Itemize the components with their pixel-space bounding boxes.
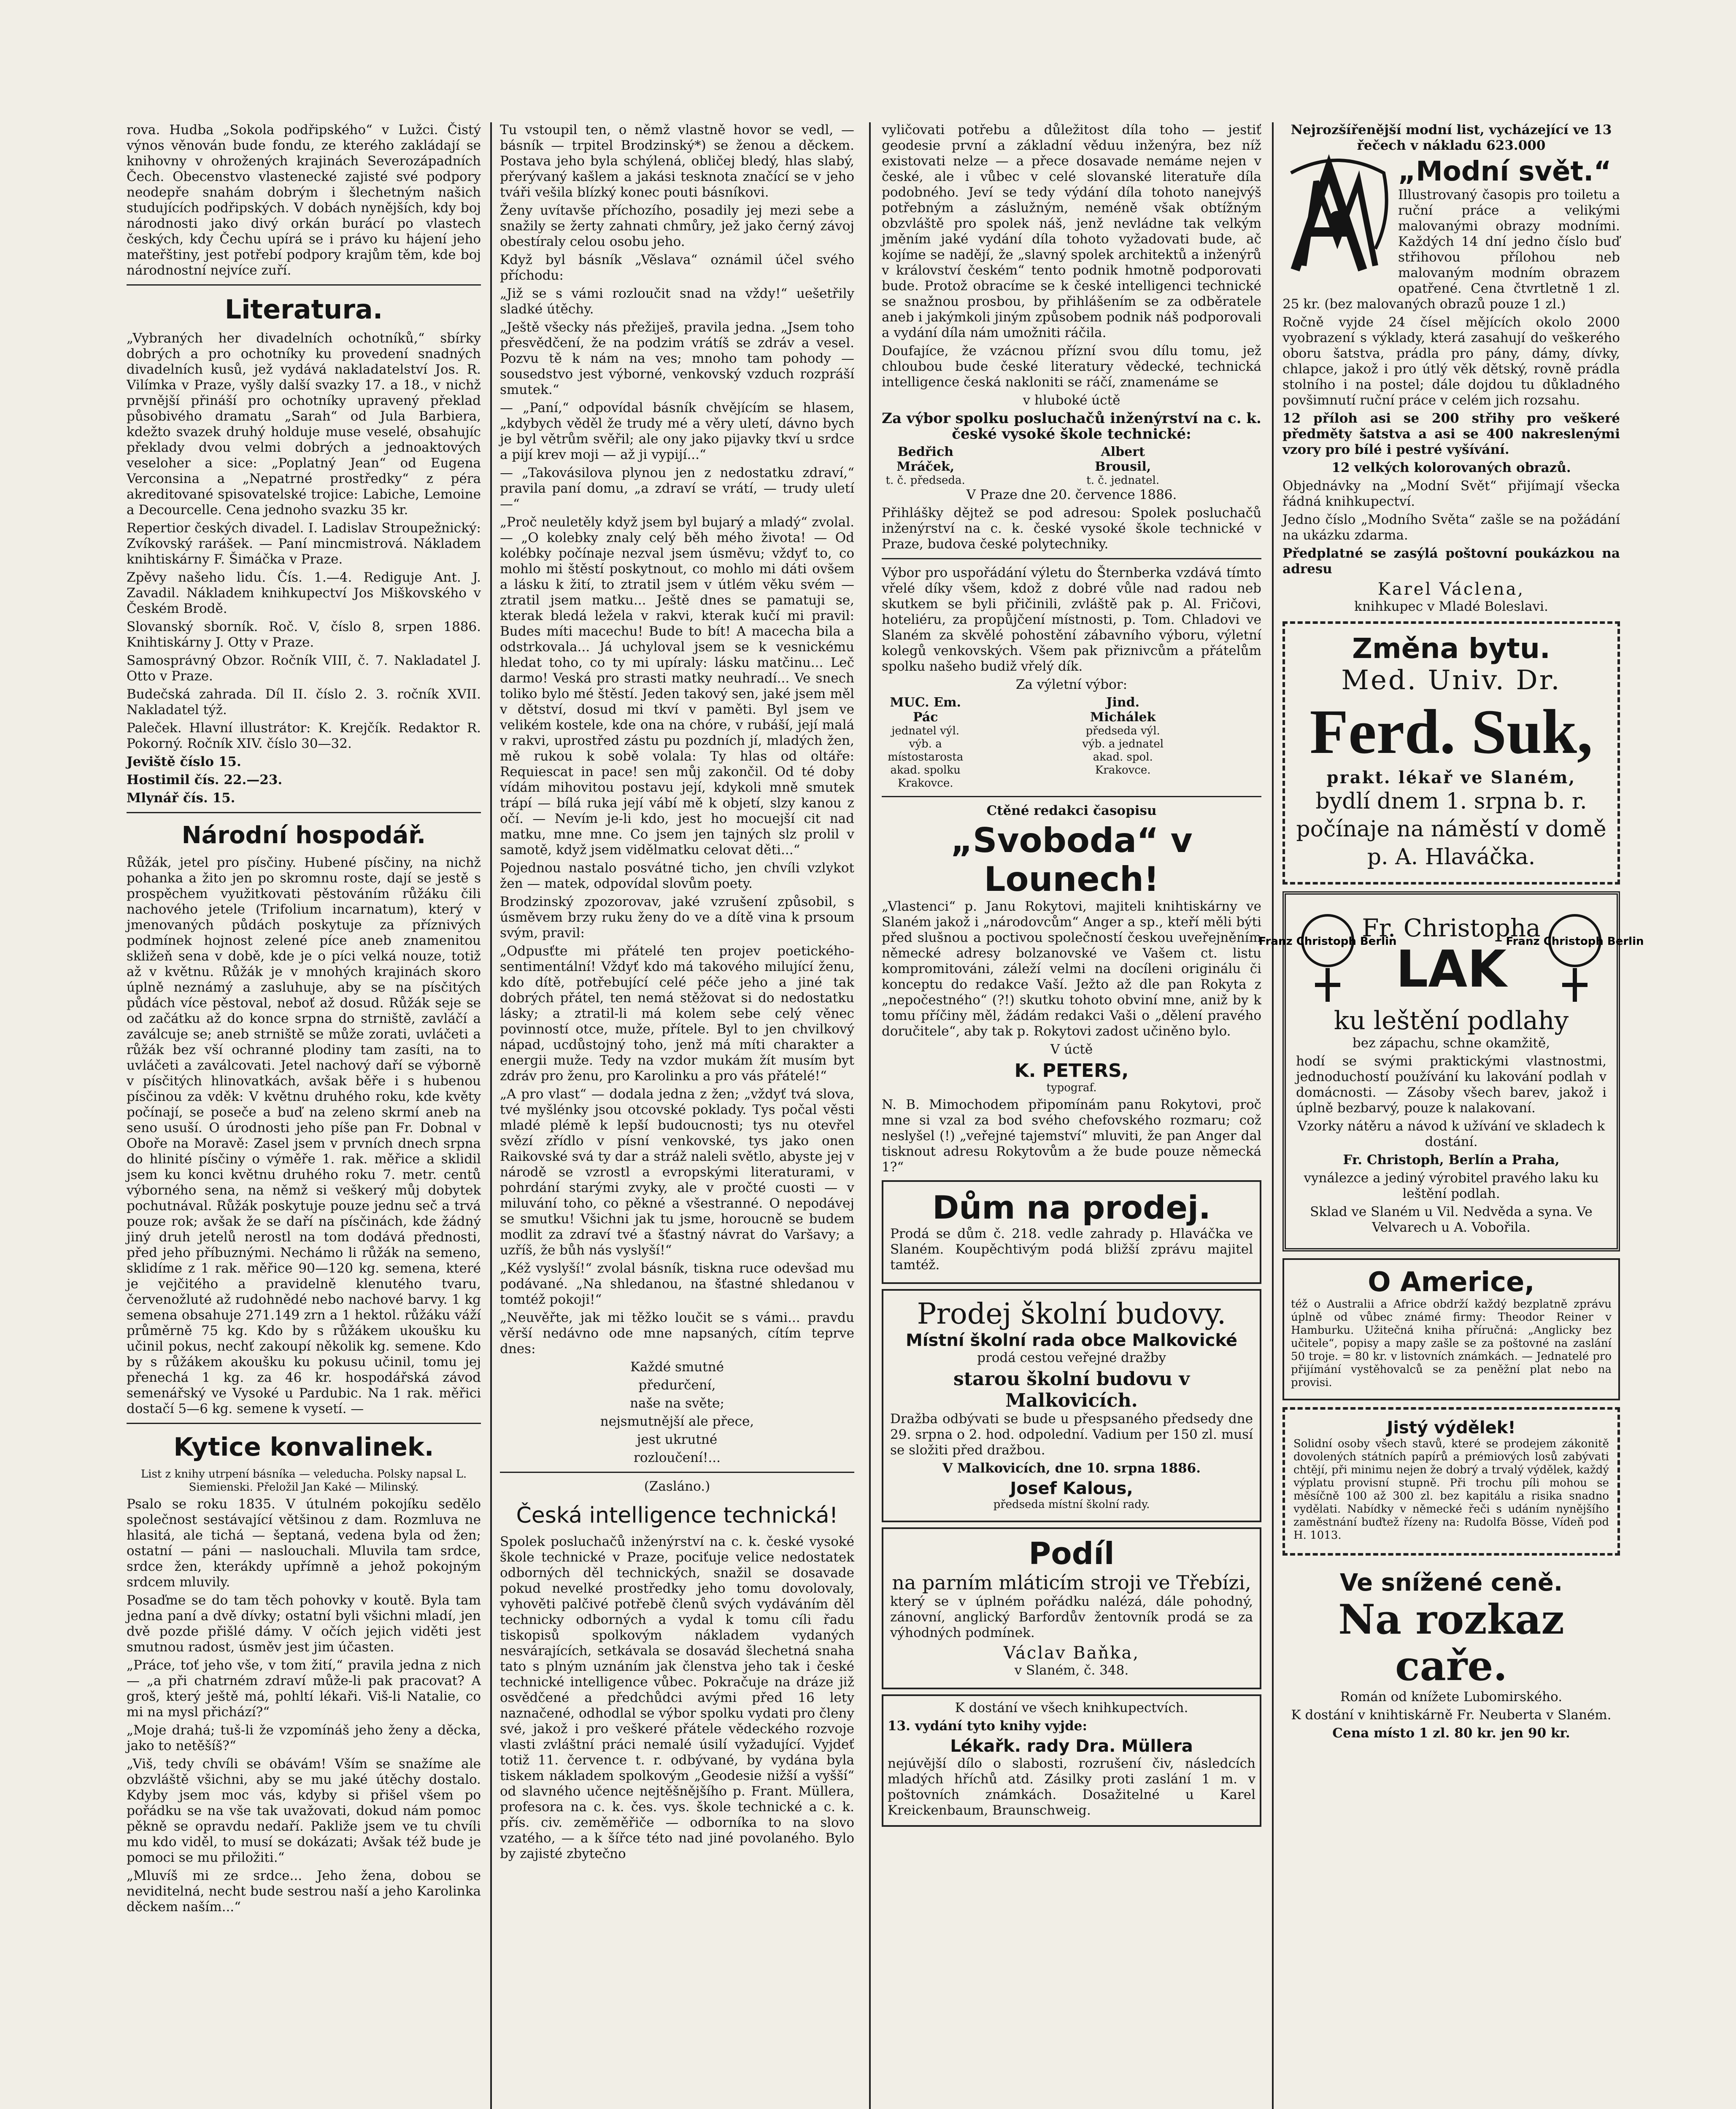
section-heading-hospodar: Národní hospodář. [181, 822, 426, 849]
signature [1079, 445, 1261, 487]
poem [500, 1359, 854, 1466]
article-paragraph: Když byl básník „Věslava“ oznámil účel svého příchodu: [500, 252, 854, 283]
ad-text: 13. vydání tyto knihy vyjde: [888, 1718, 1087, 1734]
literature-item: Slovanský sborník. Roč. V, číslo 8, srpen 1886. Knihtiskárny J. Otty v Praze. [127, 619, 481, 650]
poem-line: rozloučení!... [634, 1450, 721, 1465]
article-paragraph: „Mluvíš mi ze srdce... Jeho žena, dobou se neviditelná, necht bude sestrou naší a jeho Karolinka děckem naším...“ [127, 1868, 481, 1915]
ad-title: Lékařk. rady Dra. Müllera [950, 1737, 1193, 1756]
signature-role: t. č. jednatel. [1086, 474, 1160, 487]
article-paragraph: „Již se s vámi rozloučit snad na vždy!“ uešetřily sladké útěchy. [500, 286, 854, 317]
committee-heading: Za výbor spolku posluchačů inženýrství na c. k. české vysoké škole technické: [882, 410, 1261, 442]
signature [882, 695, 1064, 790]
article-paragraph: „Kéž vyslyší!“ zvolal básník, tiskna ruce odevšad mu podávané. „Na shledanou, na šťastné shledanou v tomtéž pokoji!“ [500, 1261, 854, 1307]
article-paragraph: Ženy uvítavše příchozího, posadily jej mezi sebe a snažily se žerty zahnati chmůry, jež jako černý závoj obestíraly celou osobu jeho. [500, 203, 854, 249]
article-paragraph: „Proč neuletěly když jsem byl bujarý a mladý“ zvolal. — „O kolebky znaly celý běh mého života! — Od kolébky počínaje nezval jsem úsměvu; vždyť to, co mohlo mi štěstí poskytnout, co mohlo mi dáti ovšem a lásku k žití, to ztratil jsem v útlém věku svém — ztratil jsem matku... Ještě dnes se pamatuji se, kterak bledá ležela v rakvi, kterak kučí mi pravil: Budes míti macechu! Bude to bít! A macecha bila a odstrkovala... Já uchyloval jsem se k vesnickému hledat toho, co ty mi upíraly: lásku matčinu... Leč darmo! Veská pro strasti matky neuhradí... Ve snech toliko bylo mé štěstí. Jeden takový sen, jaké jsem měl v dětství, dosud mi tkví v paměti. Byl jsem ve velikém kostele, kde ona na chóre, v rubáší, její malá v rakvi, uprostřed zástu pu pozdních jí, mladých žen, mě rukou k sobě volala: Ty hlas od oltáře: Requiescat in pace! sen můj zakončil. Od té doby vídám mihovitou postavu její, kdykoli mně smutek trápí — bílá ruka její vábí mě k objetí, slzy kanou z očí. — Nevím je-li kdo, jest ho mocuejší cit nad matku, mne mne. Co jsem jen tajných slz prolil v samotě, když jsem vidělmatku celovat děti...“ [500, 515, 854, 858]
closing-phrase: v hluboké úctě [1023, 393, 1120, 408]
literature-item: Paleček. Hlavní illustrátor: K. Krejčík. Redaktor R. Pokorný. Ročník XIV. číslo 30—32. [127, 720, 481, 751]
signature-role: jednatel výl. výb. a místostarosta akad. spolku Krakovce. [888, 725, 964, 790]
literature-item: Samosprávný Obzor. Ročník VIII, č. 7. Nakladatel J. Otto v Praze. [127, 653, 481, 684]
lak-title: LAK [1396, 940, 1507, 999]
ad-text: Vzorky nátěru a návod k užívání ve skladech k dostání. [1297, 1119, 1605, 1149]
date-line: V Praze dne 20. července 1886. [966, 487, 1177, 502]
notice-title: „Svoboda“ v Lounech! [950, 821, 1193, 899]
ad-title: Jistý výdělek! [1387, 1418, 1516, 1437]
section-heading-intelligence: Česká intelligence technická! [516, 1503, 838, 1528]
ad-title: Dům na prodej. [932, 1189, 1211, 1226]
signature-name: Karel Václena, [1377, 580, 1525, 599]
column-3 [882, 122, 1261, 2109]
divider [127, 284, 481, 286]
column-rule [1272, 122, 1274, 2109]
signature-name: Josef Kalous, [1010, 1479, 1133, 1498]
ad-title: O Americe, [1368, 1267, 1535, 1298]
ad-title: Podíl [1029, 1536, 1115, 1571]
ad-text: též o Australii a Africe obdrží každý bezplatně zprávu úplně od vůbec známé firmy: Theodor Reiner v Hamburku. Užitečná kniha příručná: „Anglicky bez učitele“, popisy a mapy zašle se za poštovné na zaslání 50 troje. = 80 kr. v listovních známkách. — Jednatelé pro přijímání vystěhovalců se za peněžní plat nebo na provisi. [1291, 1298, 1612, 1389]
article-paragraph: Pojednou nastalo posvátné ticho, jen chvíli vzlykot žen — matek, odpovídal slovům poety. [500, 860, 854, 891]
signature-role: knihkupec v Mladé Boleslavi. [1354, 599, 1548, 614]
ad-title: Prodej školní budovy. [917, 1297, 1226, 1331]
doctor-name: Ferd. Suk, [1309, 697, 1593, 767]
ad-price: Cena místo 1 zl. 80 kr. jen 90 kr. [1332, 1726, 1570, 1741]
ad-text: hodí se svými praktickými vlastnostmi, jednoduchostí používání ku lakování podlah v domácnosti. — Zásoby všech barev, jakož i úplně bezbarvý, pouze k nalakovaní. [1296, 1054, 1606, 1116]
ad-text: Prodá se dům č. 218. vedle zahrady p. Hlaváčka ve Slaném. Koupěchtivým podá bližší zprávu majitel tamtéž. [890, 1226, 1253, 1273]
literature-item: Repertior českých divadel. I. Ladislav Stroupežnický: Zvíkovský rarášek. — Paní mincmistrová. Nákladem knihtiskárny F. Šimáčka v Praze. [127, 521, 481, 567]
column-2 [500, 122, 854, 2109]
divider [882, 558, 1261, 559]
article-paragraph: „A pro vlast“ — dodala jedna z žen; „vždyť tvá slova, tvé myšlénky jsou otcovské poklady. Tys počal věsti mladé plémě k lepší budoucnosti; tys nu otevřel svězí zřídlo v písní venkovské, tys jako onen Raikovské svá ty dar a stráž naleli světlo, abyste jej v národě se vzrostl a evropskými literaturami, v pohrdání starými zvyky, ale v pročté cuosti — v miluvání toho, co pěkné a všestranné. O nepodávej se smutku! Všichni jak tu jsme, horoucně se budem modlit za zdraví tvé a šťastný návrat do Varšavy; a uzříš, že bůh nás vyslyší!“ [500, 1087, 854, 1258]
article-paragraph: — „Paní,“ odpovídal básník chvějícím se hlasem, „kdybych věděl že trudy mé a věry uletí, dávno bych je byl větrům svěřil; ale ony jako pijavky tkví u srdce a pijí krev moji — až ji vypijí...“ [500, 400, 854, 462]
article-paragraph: „Neuvěřte, jak mi těžko loučit se s vámi... pravdu věrší nedávno ode mne napsaných, cítím teprve dnes: [500, 1310, 854, 1357]
signature-name: Bedřich Mráček, [896, 445, 955, 474]
lak-brand: Fr. Christopha [1362, 914, 1541, 942]
signature-role: předseda místní školní rady. [993, 1498, 1150, 1511]
column-1 [127, 122, 481, 2109]
ad-date: V Malkovicích, dne 10. srpna 1886. [942, 1461, 1201, 1476]
ad-text: nejúvější dílo o slabosti, rozrušení čiv, následcích mladých hříchů atd. Zásilky proti zaslání 1 m. v poštovních známkách. Dosažitelné u Karel Kreickenbaum, Braunschweig. [888, 1756, 1255, 1818]
ad-skola [882, 1289, 1261, 1522]
ad-highlight: na parním mláticím stroji ve Třebízi, [892, 1571, 1251, 1594]
signature-name: K. PETERS, [1014, 1060, 1129, 1081]
newspaper-page [127, 122, 1644, 2109]
signature-name: Jind. Michálek [1090, 695, 1156, 725]
lak-logo-text: Franz Christoph Berlin [1506, 935, 1644, 948]
literature-item: Budečská zahrada. Díl II. číslo 2. 3. ročník XVII. Nakladatel týž. [127, 687, 481, 717]
signature [1079, 695, 1261, 790]
closing-phrase: V úctě [1050, 1042, 1093, 1057]
ad-text: Solidní osoby všech stavů, které se prodejem zákonitě dovolených státních papírů a prémiových losů zabývati chtějí, při minimu nejen že dobrý a trvalý výdělek, každý výplatu provisní stupně. Při trochu píli mohou se měsíčně 100 až 300 zl. bez kapitálu a risika snadno vydělati. Nabídky v německé řeči s udáním nynějšího zaměstnání buďtež řízeny na: Rudolfa Bösse, Vídeň pod H. 1013. [1293, 1437, 1609, 1542]
poem-line: naše na světe; [630, 1396, 724, 1411]
notice-prefix: Ctěné redakci časopisu [986, 803, 1157, 818]
ad-text: Ročně vyjde 24 čísel mějících okolo 2000 vyobrazení s výklady, která zasahují do veškerého oboru šatstva, prádla pro pány, dámy, dívky, chlapce, jakož i pro útlý věk dětský, rovně prádla stolního i na postel; dále dojdou tu důkladného povšimnutí ruční práce v celém jich rozsahu. [1282, 315, 1620, 408]
poem-line: předurčení, [638, 1378, 716, 1393]
poem-line: nejsmutnější ale přece, [600, 1414, 754, 1429]
literature-item: „Vybraných her divadelních ochotníků,“ sbírky dobrých a pro ochotníky ku provedení snadných divadelních kusů, jež vydává nakladatelství Jos. R. Vilímka v Praze, vyšly další svazky 17. a 18., v nichž prvnější přináší pro ochotníky upravený překlad působivého dramatu „Sarah“ od Jula Barbiera, kdežto svazek druhý holduje muse veselé, obsahujíc překlady dvou velmi dobrých a jednoaktových veseloher a sice: „Poplatný Jean“ od Eugena Verconsina a „Nepatrné prostředky“ z péra akreditované spisovatelské trojice: Labiche, Lemoine a Decourcelle. Cena jednoho svazku 35 kr. [127, 331, 481, 518]
ad-text: vynálezce a jediný výrobitel pravého laku ku leštění podlah. [1304, 1170, 1599, 1201]
article-paragraph: „Moje drahá; tuš-li že vzpomínáš jeho ženy a děcka, jako to netěšíš?“ [127, 1723, 481, 1753]
doctor-role: prakt. lékař ve Slaném, [1326, 768, 1576, 788]
signature-name: MUC. Em. Pác [890, 695, 961, 725]
lak-subtitle: ku leštění podlahy [1334, 1006, 1569, 1036]
ad-text: bydlí dnem 1. srpna b. r. počínaje na náměstí v domě p. A. Hlaváčka. [1296, 789, 1606, 870]
article-paragraph: Psalo se roku 1835. V útulném pokojíku sedělo společnost sestávající většinou z dam. Rozmluva ne hlasitá, ale tichá — šeptaná, vedena byla od žen; ostatní — páni — naslouchali. Mluvila tam srdce, srdce žen, kterákdy upřímně a jehož pokojným srdcem mluvily. [127, 1497, 481, 1590]
ad-text: Fr. Christoph, Berlín a Praha, [1343, 1152, 1560, 1168]
article-paragraph: „Ještě všecky nás přežiješ, pravila jedna. „Jsem toho přesvědčení, že na podzim vrátíš se zdráv a vesel. Pozvu tě k nám na ves; mnoho tam pohody — sousedstvo jest výborné, venkovský vzduch rozpráší smutek.“ [500, 320, 854, 397]
article-paragraph: N. B. Mimochodem připomínám panu Rokytovi, proč mne si vzal za bod svého chefovského rozmaru; což neslyšel (!) „veřejné tajemství“ mluviti, že pan Anger dal tisknout adresu Rokytovům a že bude pouze německá 1?“ [882, 1097, 1261, 1175]
divider [882, 796, 1261, 797]
ad-text: K dostání ve všech knihkupectvích. [955, 1700, 1188, 1715]
ad-text: Sklad ve Slaném u Vil. Nedvěda a syna. Ve Velvarech u A. Vobořila. [1310, 1204, 1593, 1235]
doctor-title: Med. Univ. Dr. [1341, 665, 1561, 696]
lak-header [1258, 905, 1644, 1006]
article-paragraph: „Odpusťte mi přátelé ten projev poetického-sentimentální! Vždyť kdo má takového milující ženu, kdo dítě, potřebující celé péče jeho a jiné tak dobrých přátel, ten nemá stěžovat si do nedostatku lásky; a ztratil-li má kolem sebe celý věnec povinností otce, muže, přítele. Byl to jen chvilkový nápad, ucdůstojný toho, jenž má míti charakter a energii muže. Tedy na vzdor mukám žít musím byt zdráv pro ženu, pro Karolinku a pro vás přátelé!“ [500, 944, 854, 1084]
article-paragraph: Tu vstoupil ten, o němž vlastně hovor se vedl, — básník — trpitel Brodzinský*) se ženou a děckem. Postava jeho byla schýlená, obličej bledý, hlas slabý, přerývaný kašlem a jakási tesknota značící se v jeho tváři vešila blízký konec pouti básníkovi. [500, 122, 854, 200]
intro-paragraph: rova. Hudba „Sokola podřipského“ v Lužci. Čistý výnos věnován bude fondu, ze kterého zakládají se knihovny v ohrožených krajinách Severozápadních Čech. Obecenstvo vlastenecké zajisté své podpory neodepře snahám dobrým i šlechetným našich studujících podřipských. V dobách nynějších, kdy boj národnosti jako divý orkán burácí po vlastech českých, kdy Čechu upírá se i právo ku hájení jeho mateřštiny, jest potřebí podpory krajům těm, kde boj národnostní nejvíce zuří. [127, 122, 481, 278]
ad-vydelek [1282, 1407, 1620, 1556]
divider [127, 1423, 481, 1424]
ad-text: který se v úplném pořádku nalézá, dále pohodný, zánovní, anglický Barfordův žentovník prodá se za výhodných podmínek. [890, 1594, 1253, 1640]
article-paragraph: — „Takovásilova plynou jen z nedostatku zdraví,“ pravila paní domu, „a zdraví se vrátí, — trudy uletí —“ [500, 465, 854, 512]
ad-text: 12 velkých kolorovaných obrazů. [1331, 460, 1571, 475]
poem-line: jest ukrutné [637, 1432, 718, 1447]
ad-text: Jedno číslo „Modního Světa“ zašle se na požádání na ukázku zdarma. [1282, 512, 1620, 543]
ad-text: Předplatné se zasýlá poštovní poukázkou na adresu [1282, 546, 1620, 577]
ad-title: Ve snížené ceně. [1339, 1569, 1563, 1597]
signature-role: předseda výl. výb. a jednatel akad. spol. Krakovce. [1082, 725, 1164, 777]
column-rule [869, 122, 871, 2109]
lak-logo-text: Franz Christoph Berlin [1258, 935, 1397, 948]
ad-lak [1258, 891, 1644, 1251]
ad-modni-svet [1282, 156, 1620, 615]
ad-text: bez zápachu, schne okamžitě, [1352, 1036, 1550, 1051]
article-paragraph: Přihlášky dějtež se pod adresou: Spolek posluchačů inženýrství na c. k. české vysoké škole technické v Praze, budova české polytechniky. [882, 505, 1261, 552]
column-4 [1258, 122, 1644, 2109]
ad-zmena-bytu [1282, 621, 1620, 885]
ad-title: Změna bytu. [1352, 632, 1550, 665]
signature-row [882, 445, 1261, 487]
ad-na-rozkaz-care [1282, 1562, 1620, 1750]
ad-text: prodá cestou veřejné dražby [977, 1350, 1166, 1365]
article-paragraph: Spolek posluchačů inženýrství na c. k. české vysoké škole technické v Praze, pociťuje velice nedostatek odborných děl technických, snažil se dosavade pokud nevelké prostředky jeho tomu dovolovaly, vyhověti palčivé potřebě členů svých vydáváním děl technicky odborných a vydal k tomu cíli řadu tiskopisů spolkovým nákladem vydaných nesvárajících, setkávala se dosavád šlechetná snaha tato s plným uznáním jak členstva jeho tak i české technické intelligence vůbec. Pokračuje na dráze již osvědčené a předchůdci avými před 16 lety naznačené, odhodlal se výbor spolku vydati pro členy své, jakož i pro veškeré přátele vědeckého rozvoje vlasti zvláštní práci nemalé úsilí vyžadující. Vyjdeť totiž 11. července t. r. odbývané, by vydána byla tiskem nákladem spolkovým „Geodesie nižší a vyšší“ od slavného učence nejtěšnějšího p. Frant. Müllera, profesora na c. k. čes. vys. škole technické a c. k. přís. civ. zeměměřiče — odborníka to na slovo vzatého, — a k šířce této nad jiné povolaného. Bylo by zajisté zbytečno [500, 1534, 854, 1861]
section-heading-literatura: Literatura. [224, 294, 383, 325]
ad-amerika [1282, 1258, 1620, 1400]
signature [882, 445, 1064, 487]
article-paragraph: Výbor pro uspořádání výletu do Šternberka vzdává tímto vřelé díky všem, kdož z dobré vůle nad radou neb skutkem se byli přičinili, zvláště pak p. Al. Fričovi, hoteliéru, za propůjčení místnosti, p. Tom. Chladovi ve Slaném za skvělé pohostění zábavního výboru, výletní kolegů venkovských. Všem pak přiznivcům a přátelům spolku našeho budiž vřelý dík. [882, 565, 1261, 674]
poem-line: Každé smutné [630, 1359, 724, 1375]
signature-role: t. č. předseda. [886, 474, 965, 487]
ad-text: K dostání v knihtiskárně Fr. Neuberta v Slaném. [1291, 1707, 1612, 1723]
article-paragraph: vyličovati potřebu a důležitost díla toho — jestiť geodesie první a základní věduu inženýra, bez níž existovati nelze — a přece dosavade nemáme nejen v české, ale i vůbec v celé slovanské literatuře díla podobného. Jeví se tedy výdání díla tohoto nanejvýš potřebným a záslužným, neméně však obtížným obzvláště pro spolek náš, jenž nevládne tak velkým jměním jaké vydání díla tohoto vyžadovati bude, ač kojíme se nadějí, že „slavný spolek architektů a inženýrů v království českém“ tento podnik hmotně podporovati bude. Protož obracíme se k české intelligenci technické se snažnou prosbou, by přihlášením se za odběratele aneb i jakýmkoli jiným způsobem podnik náš podporovali a vydání díla nám umožniti ráčila. [882, 122, 1261, 340]
literature-item: Mlynář čís. 15. [127, 790, 235, 806]
ad-dum-na-prodej [882, 1180, 1261, 1284]
ad-title: „Modní svět.“ [1398, 156, 1612, 187]
ad-kniha [882, 1694, 1261, 1827]
ad-text: Objednávky na „Modní Svět“ přijímají všecka řádná knihkupectví. [1282, 478, 1620, 509]
article-paragraph: Posaďme se do tam těch pohovky v koutě. Byla tam jedna paní a dvě dívky; ostatní byli všichni mladí, jen dvě pozde přišlé dámy. V očích jejich viděti jest smutnou radost, úsměv jest jim účasten. [127, 1593, 481, 1655]
ad-text: Dražba odbývati se bude u přespsaného předsedy dne 29. srpna o 2. hod. odpolední. Vadium per 150 zl. musí se složiti před dražbou. [890, 1411, 1253, 1458]
book-title: Na rozkaz caře. [1338, 1596, 1564, 1690]
lak-title-block [1359, 914, 1543, 997]
signature-role: typograf. [1046, 1081, 1097, 1094]
signature-name: Albert Brousil, [1095, 445, 1151, 474]
column-rule [490, 122, 492, 2109]
article-paragraph: Brodzinský zpozorovav, jaké vzrušení způsobil, s úsměvem brzy ruku ženy do ve a dítě vina k prsoum svým, pravil: [500, 894, 854, 941]
literature-item: Hostimil čís. 22.—23. [127, 772, 283, 788]
section-heading-kytice: Kytice konvalinek. [173, 1432, 434, 1462]
ad-text: v Slaném, č. 348. [1014, 1663, 1129, 1678]
article-paragraph: „Práce, toť jeho vše, v tom žití,“ pravila jedna z nich — „a při chatrném zdraví může-li pak pracovat? A groš, který ještě má, pohltí lékaři. Viš-li Natalie, co mi na mysl přichází?“ [127, 1658, 481, 1720]
modni-svet-emblem-icon [1282, 156, 1392, 283]
ad-text: 12 příloh asi se 200 střihy pro veškeré předměty šatstva a asi se 400 nakreslenými vzory pro bílé i pestré vyšívání. [1282, 411, 1620, 457]
divider [500, 1472, 854, 1473]
article-paragraph: Růžák, jetel pro písčiny. Hubené písčiny, na nichž pohanka a žito jen po skromnu roste, dají se jestě s prospěchem využitkovati pěstováním růžáku čili nachového jetele (Trifolium incarnatum), který v jmenovaných půdách poskytuje za příznivých podmínek hojnost zelené píce aneb znamenitou skližeň sena v době, kde je o píci velká nouze, totiž až v květnu. Růžák je v mnohých krajinách skoro úplně neznámý a zasluhuje, aby se na písčitých půdách více pěstoval, neboť až dosud. Růžák seje se od začátku až do konce srpna do strniště, zavláčí a zaválcuje se; aneb strniště se může zorati, uvláčeti a růžák bez vší ochranné plodiny tam zasíti, na to uvláčeti a zaválcovati. Jetel nachový daří se výborně v písčitých hlinovatkách, avšak běře i s hubenou písčinou za vděk: V květnu druhého roku, kde květy počínají, se poseče a buď na zeleno skrmí aneb na seno usuší. O úrodnosti jeho píše pan Fr. Dobnal v Oboře na Moravě: Zasel jsem v prvních dnech srpna do hlinité písčiny o výměře 1. rak. měřice a sklidil jsem ku konci květnu druhého roku 7. metr. centů výborného sena, na němž si veškerý můj dobytek pochutnával. Růžák poskytuje pouze jednu seč a trvá pouze rok; avšak že se daří na písčinách, kde žádný jiný druh jetelů nerostl na tom dodává přednosti, před jeho příbuznými. Nechámo li růžák na semeno, sklidíme z 1 rak. měřice 90—120 kg. semena, které je vejčitého a pravidelně klenutého tvaru, červenožluté až rudohnědé nebo nachové barvy. 1 kg semena obsahuje 271.149 zrn a 1 hektol. růžáku váží průměrně 75 kg. Kdo by s růžákem ukoušku ku učinil pokus, nechť zakoupí několik kg. semene. Kdo by s růžákem akoušku ku pokusu učinil, tomu jej přenechá 1 kg. za 46 kr. hospodářská závod semenářský ve Vysoké u Pardubic. Na 1 rak. měřici dostačí 5—6 kg. semene k vysetí. — [127, 855, 481, 1416]
article-paragraph: Doufajíce, že vzácnou přízní svou dílu tomu, jež chloubou bude české literatury vědecké, technická intelligence česká nakloniti se ráčí, znamenáme se [882, 343, 1261, 390]
ad-subtitle: Místní školní rada obce Malkovické [905, 1331, 1237, 1350]
ad-podil [882, 1527, 1261, 1689]
ad-header: Nejrozšířenější modní list, vycházející ve 13 řečech v nákladu 623.000 [1291, 122, 1612, 153]
article-subtitle: List z knihy utrpení básníka — veleducha. Polsky napsal L. Siemienski. Přeložil Jan Kaké — Milinský. [140, 1468, 467, 1494]
lak-logo-left-icon [1258, 905, 1397, 1006]
committee-heading: Za výletní výbor: [1015, 677, 1128, 692]
divider [127, 812, 481, 813]
ad-highlight: starou školní budovu v Malkovicích. [953, 1368, 1190, 1411]
signature-row [882, 695, 1261, 790]
article-paragraph: „Viš, tedy chvíli se obávám! Vším se snažíme ale obzvláště všichni, aby se mu jaké útěchy dostalo. Kdyby jsem moc vás, kdyby si přišel všem po pořádku se na vše tak uvažovati, dokud nám pomoc pěkně se opravdu nedaří. Pakliže jsem ve tu chvíli mu kdo viděl, to musí se dokázati; Avšak též bude je pomoci se mu přiložiti.“ [127, 1756, 481, 1865]
ad-text: Román od knížete Lubomirského. [1340, 1689, 1563, 1704]
literature-item: Jeviště číslo 15. [127, 754, 241, 769]
lak-logo-right-icon [1506, 905, 1644, 1006]
literature-item: Zpěvy našeho lidu. Čís. 1.—4. Rediguje Ant. J. Zavadil. Nákladem knihkupectví Jos Miškovského v Českém Brodě. [127, 570, 481, 616]
zaslano-label: (Zasláno.) [644, 1479, 710, 1494]
ad-text: Illustrovaný časopis pro toiletu a ruční práce a velikými malovanými obrazy modními. Každých 14 dní jedno číslo buď střihovou přílohou neb malovaným modním obrazem opatřené. Cena čtvrtletně 1 zl. 25 kr. (bez malovaných obrazů pouze 1 zl.) [1282, 187, 1620, 312]
article-paragraph: „Vlastenci“ p. Janu Rokytovi, majiteli knihtiskárny ve Slaném jakož i „národovcům“ Anger a sp., kteří měli býti před slušnou a poctivou společností českou uveřejněním německé adresy bolzanovské ve Vašem ct. listu kompromitováni, záleží velmi na docíleni originálu či konceptu do redakce Vaší. Ježto až dle pan Rokyta z „nepočestného“ (?!) skutku tohoto obviní mne, aniž by k tomu příčiny měl, žádám redakci Vaši o „dělení pravého doručitele“, aby tak p. Rokytovi zadost učiněno bylo. [882, 899, 1261, 1039]
signature-name: Václav Baňka, [1003, 1643, 1140, 1663]
